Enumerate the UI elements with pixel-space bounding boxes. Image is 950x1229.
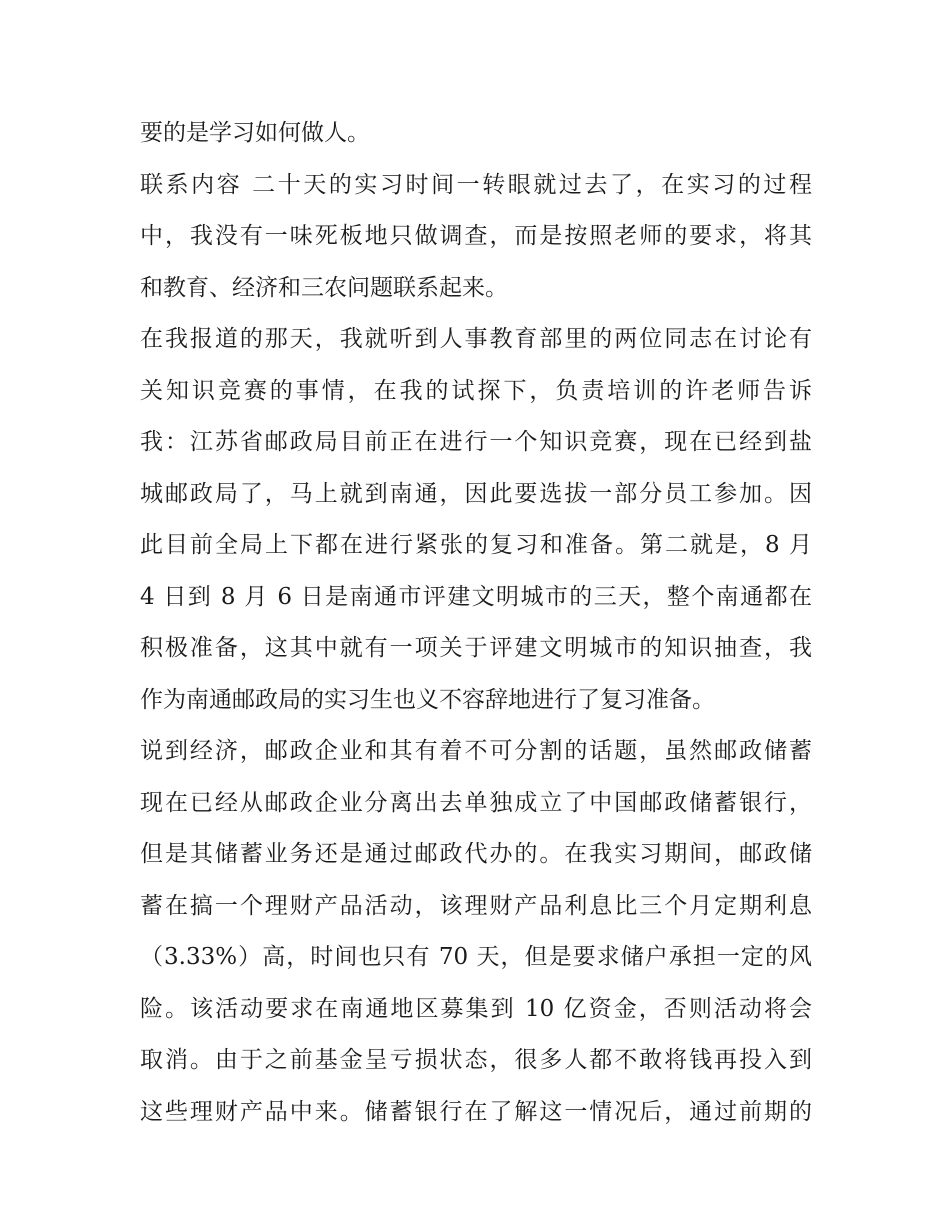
text-line: 这些理财产品中来。储蓄银行在了解这一情况后，通过前期的 — [140, 1098, 812, 1125]
text-line: 在我报道的那天，我就听到人事教育部里的两位同志在讨论有 — [140, 326, 812, 352]
text-line: 城邮政局了，马上就到南通，因此要选拔一部分员工参加。因 — [140, 480, 812, 507]
text-line: 积极准备，这其中就有一项关于评建文明城市的知识抽查，我 — [140, 635, 812, 661]
text-line: 取消。由于之前基金呈亏损状态，很多人都不敢将钱再投入到 — [140, 1047, 812, 1073]
text-line: 中，我没有一味死板地只做调查，而是按照老师的要求，将其 — [140, 223, 812, 249]
text-line: 联系内容 二十天的实习时间一转眼就过去了，在实习的过程 — [140, 171, 812, 198]
text-line: 和教育、经济和三农问题联系起来。 — [140, 274, 508, 301]
text-line: 说到经济，邮政企业和其有着不可分割的话题，虽然邮政储蓄 — [140, 738, 812, 764]
text-line: 蓄在搞一个理财产品活动，该理财产品利息比三个月定期利息 — [140, 892, 812, 919]
document-body — [140, 108, 812, 1138]
text-line: 关知识竞赛的事情，在我的试探下，负责培训的许老师告诉 — [140, 377, 812, 404]
text-line: 险。该活动要求在南通地区募集到 10 亿资金，否则活动将会 — [140, 995, 812, 1022]
text-line: （3.33%）高，时间也只有 70 天，但是要求储户承担一定的风 — [140, 944, 812, 970]
text-line: 要的是学习如何做人。 — [140, 120, 370, 146]
text-line: 我：江苏省邮政局目前正在进行一个知识竞赛，现在已经到盐 — [140, 429, 812, 455]
text-line: 此目前全局上下都在进行紧张的复习和准备。第二就是，8 月 — [140, 532, 812, 558]
text-line: 现在已经从邮政企业分离出去单独成立了中国邮政储蓄银行， — [140, 789, 812, 816]
text-line: 4 日到 8 月 6 日是南通市评建文明城市的三天，整个南通都在 — [140, 583, 812, 610]
text-line: 作为南通邮政局的实习生也义不容辞地进行了复习准备。 — [140, 686, 715, 713]
text-line: 但是其储蓄业务还是通过邮政代办的。在我实习期间，邮政储 — [140, 841, 812, 867]
